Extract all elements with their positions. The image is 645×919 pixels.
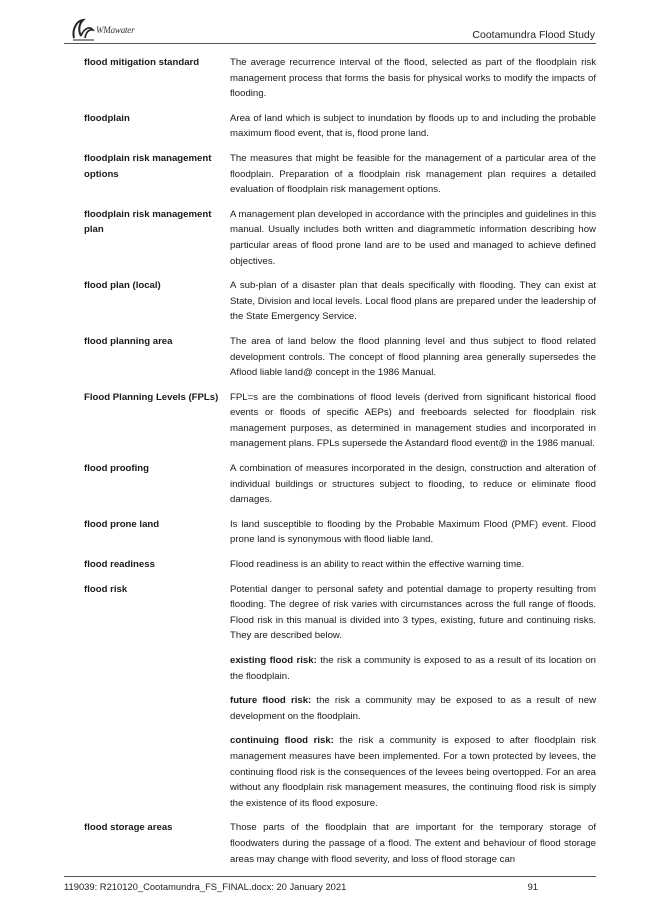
glossary-entry [84, 820, 596, 867]
page-footer [64, 876, 596, 897]
logo-text: WMawater [96, 25, 135, 35]
glossary-definitions [230, 582, 596, 812]
glossary-entry [84, 55, 596, 102]
definition-text: A combination of measures incorporated in the design, construction and alteration of individual buildings or structures subject to flooding, to reduce or eliminate flood damages. [230, 463, 596, 506]
wma-water-logo [70, 16, 135, 47]
glossary-definition [230, 582, 596, 644]
glossary-definitions [230, 461, 596, 508]
glossary-definitions [230, 557, 596, 573]
glossary-term: floodplain risk management options [84, 152, 212, 180]
glossary-entry [84, 517, 596, 548]
glossary-definitions [230, 55, 596, 102]
glossary-definition [230, 278, 596, 325]
glossary-term: flood risk [84, 583, 128, 595]
glossary-entry [84, 461, 596, 508]
glossary-definition [230, 55, 596, 102]
definition-text: Area of land which is subject to inundation by floods up to and including the probable maximum flood event, that is, flood prone land. [230, 112, 596, 140]
glossary-definitions [230, 111, 596, 142]
glossary-definition [230, 733, 596, 811]
glossary-term: Flood Planning Levels (FPLs) [84, 391, 219, 403]
glossary-definitions [230, 517, 596, 548]
glossary-definition [230, 557, 596, 573]
glossary-entry [84, 334, 596, 381]
definition-subterm: future flood risk: [230, 695, 312, 707]
glossary-definition [230, 390, 596, 452]
glossary-definitions [230, 151, 596, 198]
glossary-entry [84, 278, 596, 325]
definition-text: A sub-plan of a disaster plan that deals specifically with flooding. They can exist at State, Division and local levels. Local flood plans are prepared under the leadership of the State Emergency Service. [230, 280, 596, 323]
glossary-entry [84, 151, 596, 198]
page-header [64, 16, 596, 44]
glossary-list [84, 55, 596, 876]
definition-text: the risk a community may be exposed to as a result of new development on the floodplain. [230, 695, 596, 722]
glossary-term: floodplain risk management plan [84, 208, 212, 236]
glossary-term: flood storage areas [84, 822, 173, 834]
glossary-entry [84, 111, 596, 142]
document-title: Cootamundra Flood Study [472, 29, 595, 41]
glossary-term: flood proofing [84, 463, 150, 475]
definition-text: the risk a community is exposed to after floodplain risk management measures have been implemented. For a town protected by levees, the continuing flood risk is the consequences of the levees being overtopped. For an area without any floodplain risk management measures, the continuing flood risk is simply the existence of its flood exposure. [230, 735, 596, 809]
definition-text: The measures that might be feasible for the management of a particular area of the floodplain. Preparation of a floodplain risk management plan requires a detailed evaluation of floodplain risk management options. [230, 152, 596, 196]
glossary-term: flood plan (local) [84, 280, 161, 292]
glossary-definition [230, 111, 596, 142]
document-reference: 119039: R210120_Cootamundra_FS_FINAL.docx: 20 January 2021 [64, 881, 347, 892]
glossary-definition [230, 693, 596, 724]
glossary-definition [230, 653, 596, 684]
glossary-term: flood readiness [84, 559, 155, 571]
page-number: 91 [527, 881, 538, 892]
glossary-definition [230, 334, 596, 381]
definition-text: Is land susceptible to flooding by the Probable Maximum Flood (PMF) event. Flood prone land is synonymous with flood liable land. [230, 518, 596, 546]
glossary-definition [230, 207, 596, 269]
glossary-term: flood planning area [84, 335, 173, 347]
glossary-definition [230, 820, 596, 867]
glossary-definitions [230, 207, 596, 269]
definition-text: Flood readiness is an ability to react within the effective warning time. [230, 559, 525, 571]
glossary-definitions [230, 334, 596, 381]
definition-text: A management plan developed in accordance with the principles and guidelines in this manual. Usually includes both written and diagrammetic information describing how particular areas of flood prone land are to be used and managed to achieve defined objectives. [230, 208, 596, 267]
glossary-entry [84, 390, 596, 452]
glossary-entry [84, 582, 596, 812]
glossary-entry [84, 557, 596, 573]
wave-logo-icon [70, 16, 96, 42]
glossary-definition [230, 461, 596, 508]
glossary-definition [230, 151, 596, 198]
definition-text: The average recurrence interval of the flood, selected as part of the floodplain risk management process that forms the basis for physical works to modify the impacts of flooding. [230, 57, 596, 100]
definition-text: Potential danger to personal safety and potential damage to property resulting from flooding. The degree of risk varies with circumstances across the full range of floods. Flood risk in this manual is divided into 3 types, existing, future and continuing risks. They are described below. [230, 583, 596, 642]
glossary-definition [230, 517, 596, 548]
definition-text: Those parts of the floodplain that are important for the temporary storage of floodwaters during the passage of a flood. The extent and behaviour of flood storage areas may change with flood severity, and loss of flood storage can [230, 822, 596, 865]
definition-text: The area of land below the flood planning level and thus subject to flood related development controls. The concept of flood planning area generally supersedes the Aflood liable land@ concept in the 1986 Manual. [230, 335, 596, 379]
definition-subterm: existing flood risk: [230, 655, 317, 666]
glossary-definitions [230, 390, 596, 452]
glossary-definitions [230, 820, 596, 867]
definition-subterm: continuing flood risk: [230, 735, 334, 747]
glossary-definitions [230, 278, 596, 325]
glossary-term: floodplain [84, 112, 130, 124]
glossary-entry [84, 207, 596, 269]
glossary-term: flood mitigation standard [84, 57, 200, 68]
glossary-term: flood prone land [84, 518, 160, 530]
definition-text: FPL=s are the combinations of flood levels (derived from significant historical flood events or floods of specific AEPs) and freeboards selected for floodplain risk management purposes, as determined in management studies and incorporated in management plans. FPLs supersede the Astandard flood event@ in the 1986 manual. [230, 391, 596, 450]
definition-text: the risk a community is exposed to as a result of its location on the floodplain. [230, 655, 596, 682]
